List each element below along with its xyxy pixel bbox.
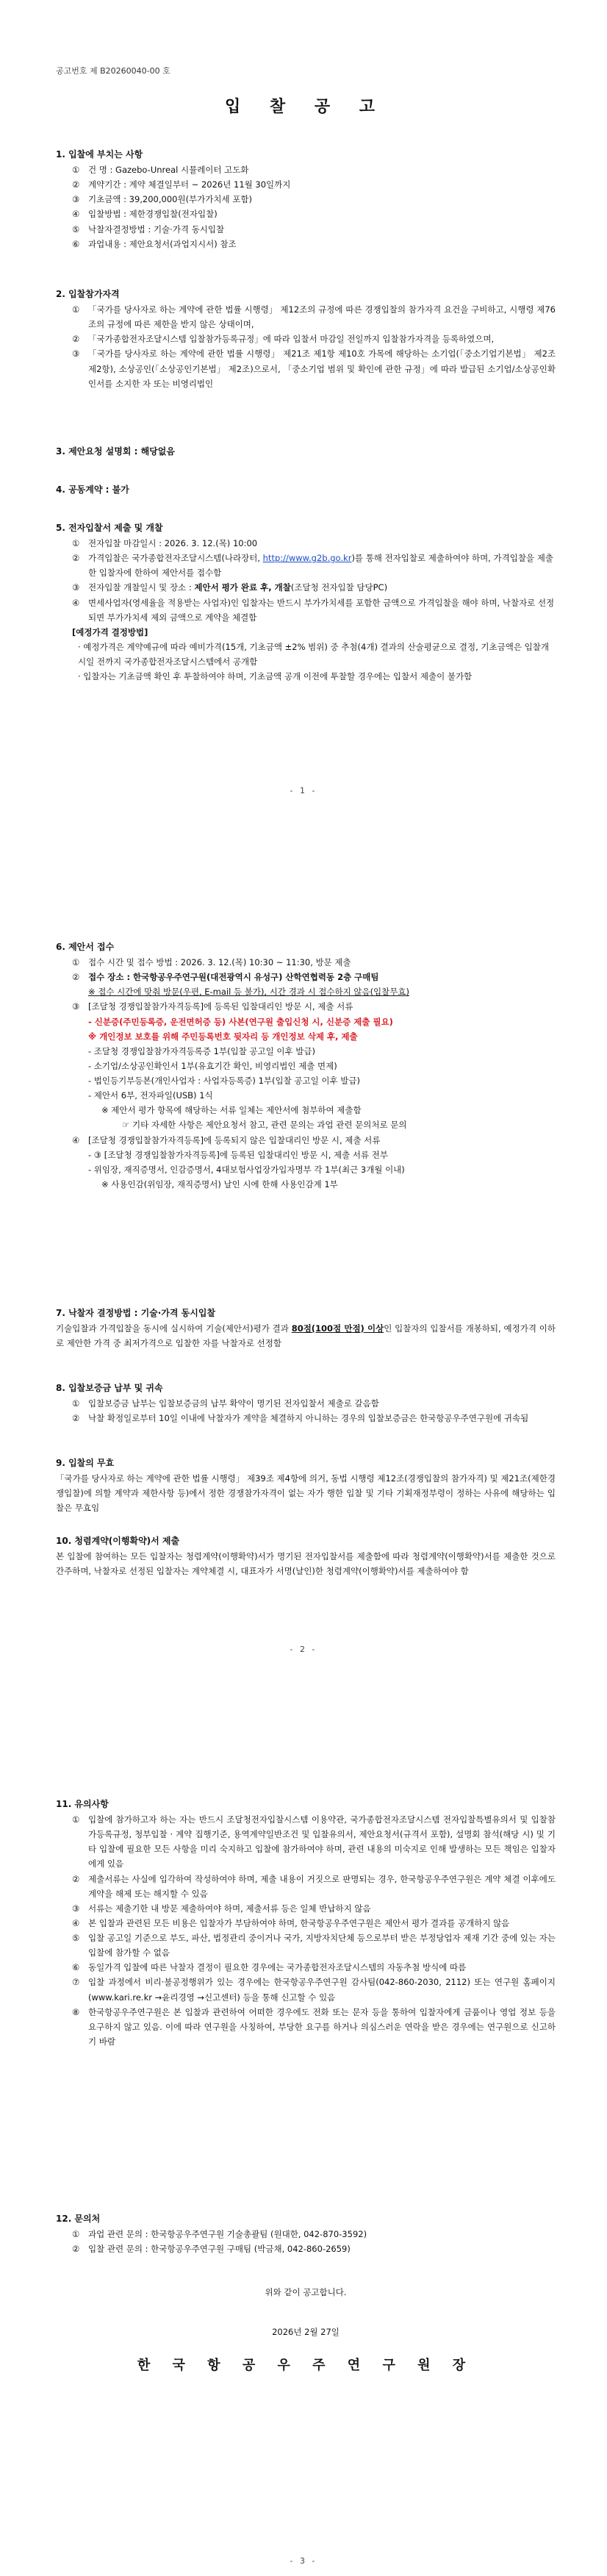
item-number: ④ (72, 1917, 80, 1928)
item-text: 서류는 제출기한 내 방문 제출하여야 하며, 제출서류 등은 일체 반납하지 않음 (88, 1903, 371, 1914)
s1-item-3 (56, 192, 556, 207)
notice-number: 공고번호 제 B20260040-00 호 (56, 66, 170, 76)
section-2-items (56, 302, 556, 391)
section-5 (56, 520, 556, 684)
s6-item-4: ④ [조달청 경쟁입찰참가자격등록]에 등록되지 않은 입찰대리인 방문 시, 제출 서류 (72, 1134, 381, 1145)
section-2-heading: 2. 입찰참가자격 (56, 289, 120, 299)
item-text: 「국가종합전자조달시스템 입찰참가등록규정」에 따라 입찰서 마감일 전일까지 입찰참가자격을 등록하였으며, (88, 334, 495, 345)
item-number: ① (72, 304, 80, 315)
privacy-note: ※ 개인정보 보호를 위해 주민등록번호 뒷자리 등 개인정보 삭제 후, 제출 (88, 1031, 358, 1042)
g2b-link[interactable]: http://www.g2b.go.kr (262, 553, 352, 564)
item-number: ① (72, 165, 80, 175)
section-1-items (56, 162, 556, 251)
section-3 (56, 444, 556, 459)
section-7-heading: 7. 낙찰자 결정방법 : 기술·가격 동시입찰 (56, 1308, 216, 1318)
item-number: ③ (72, 348, 80, 359)
item-text: 입찰 과정에서 비리·불공정행위가 있는 경우에는 한국항공우주연구원 감사팀(042-860-2030, 2112) 또는 연구원 홈페이지(www.kari.re.kr →윤리경영 →신고센터) 등을 통해 신고할 수 있음 (88, 1977, 556, 2003)
page-2 (0, 859, 607, 1717)
s5-item-1: ① 전자입찰 마감일시 : 2026. 3. 12.(목) 10:00 (72, 538, 258, 548)
s12-item-1 (56, 2227, 556, 2242)
doc-4: - 제안서 6부, 전자파일(USB) 1식 (88, 1090, 213, 1101)
item-number: ③ (72, 1903, 80, 1914)
s11-item-4 (56, 1916, 556, 1931)
s6-item-2: ② 접수 장소 : 한국항공우주연구원(대전광역시 유성구) 산학연협력동 2층 구매팀 (72, 972, 379, 983)
section-9-heading: 9. 입찰의 무효 (56, 1458, 115, 1468)
item-number: ② (72, 2244, 80, 2255)
item-text: 한국항공우주연구원은 본 입찰과 관련하여 어떠한 경우에도 전화 또는 문자 등을 통하여 입찰자에게 금품이나 영업 정보 등을 요구하지 않고 있음. 이에 따라 연구원을 사칭하여, 부당한 요구를 하거나 의심스러운 연락을 받은 경우에는 연구원으로 신고하기 바람 (88, 2006, 556, 2047)
s11-item-1 (56, 1812, 556, 1872)
page-number-3: - 3 - (290, 2556, 317, 2566)
section-9 (56, 1456, 556, 1515)
s6-item-3: ③ [조달청 경쟁입찰참가자격등록]에 등록된 입찰대리인 방문 시, 제출 서류 (72, 1001, 353, 1012)
s1-item-1 (56, 162, 556, 177)
item-number: ⑥ (72, 1962, 80, 1973)
section-10 (56, 1534, 556, 1578)
price-method-1: · 예정가격은 계약예규에 따라 예비가격(15개, 기초금액 ±2% 범위) 중 추첨(4개) 결과의 산술평균으로 결정, 기초금액은 입찰개시일 전까지 국가종합전자조달시스템에서 공개함 (78, 641, 549, 667)
item-text: 입찰 공고일 기준으로 부도, 파산, 법정관리 중이거나 국가, 지방자치단체 등으로부터 받은 부정당업자 제재 기간 중에 있는 자는 입찰에 참가할 수 없음 (88, 1933, 556, 1958)
page-title: 입 찰 공 고 (225, 97, 387, 116)
item-number: ② (72, 334, 80, 345)
section-1 (56, 147, 556, 251)
item-number: ① (72, 2229, 80, 2239)
item-text: 계약기간 : 계약 체결일부터 ~ 2026년 11월 30일까지 (88, 179, 291, 190)
section-7-body: 기술입찰과 가격입찰을 동시에 실시하여 기술(제안서)평가 결과 80점(100점 만점) 이상인 입찰자의 입찰서를 개봉하되, 예정가격 이하로 제안한 가격 중 최저가격으로 입찰한 자를 낙찰자로 선정함 (56, 1323, 556, 1349)
item-text: 「국가를 당사자로 하는 계약에 관한 법률 시행령」 제21조 제1항 제10호 가목에 해당하는 소기업(「중소기업기본법」 제2조 제2항), 소상공인(「소상공인기본법」 제2조)으로서, 「중소기업 범위 및 확인에 관한 규정」에 따라 발급된 소기업/소상공인확인서를 소지한 자 또는 비영리법인 (88, 348, 556, 389)
section-8 (56, 1381, 556, 1425)
s5-item-4: ④ 면세사업자(영세율을 적용받는 사업자)인 입찰자는 반드시 부가가치세를 포함한 금액으로 가격입찰을 해야 하며, 낙찰자로 선정되면 부가가치세 제외 금액으로 계약을 체결함 (72, 597, 555, 623)
item-text: 과업 관련 문의 : 한국항공우주연구원 기술총괄팀 (원대한, 042-870-3592) (88, 2229, 367, 2239)
section-8-heading: 8. 입찰보증금 납부 및 귀속 (56, 1383, 163, 1393)
s8-item-2 (56, 1411, 556, 1425)
item4-note: ※ 사용인감(위임장, 재직증명서) 날인 시에 한해 사용인감계 1부 (101, 1178, 338, 1189)
section-11-items (56, 1812, 556, 2049)
section-12 (56, 2211, 556, 2256)
item-text: 입찰보증금 납부는 입찰보증금의 납부 확약이 명기된 전자입찰서 제출로 갈음함 (88, 1398, 379, 1409)
s1-item-2 (56, 177, 556, 192)
item-number: ⑤ (72, 1933, 80, 1943)
page-3 (0, 1717, 607, 2576)
section-6-heading: 6. 제안서 접수 (56, 942, 115, 952)
s5-item-3: ③ 전자입찰 개찰일시 및 장소 : 제안서 평가 완료 후, 개찰(조달청 전자입찰 담당PC) (72, 582, 388, 593)
item-text: 동일가격 입찰에 따른 낙찰자 결정이 필요한 경우에는 국가종합전자조달시스템의 자동추첨 방식에 따름 (88, 1962, 467, 1973)
section-11 (56, 1797, 556, 2049)
item4-doc-2: - 위임장, 재직증명서, 인감증명서, 4대보험사업장가입자명부 각 1부(최근 3개월 이내) (88, 1164, 405, 1175)
item-text: 과업내용 : 제안요청서(과업지시서) 참조 (88, 238, 237, 249)
item-number: ④ (72, 209, 80, 220)
doc-2: - 소기업/소상공인확인서 1부(유효기간 확인, 비영리법인 제출 면제) (88, 1060, 337, 1071)
s11-item-5 (56, 1931, 556, 1960)
s11-item-7 (56, 1975, 556, 2004)
s12-item-2 (56, 2242, 556, 2256)
closing-line: 위와 같이 공고합니다. (265, 2287, 347, 2297)
item-text: 입찰 관련 문의 : 한국항공우주연구원 구매팀 (박금채, 042-860-2659) (88, 2244, 351, 2255)
issuing-organization: 한 국 항 공 우 주 연 구 원 장 (137, 2358, 475, 2374)
s2-item-3 (56, 346, 556, 390)
item-number: ⑦ (72, 1977, 80, 1988)
section-4 (56, 482, 556, 498)
s2-item-2 (56, 332, 556, 346)
s11-item-2 (56, 1872, 556, 1901)
item-number: ② (72, 179, 80, 190)
s5-item-2: ② 가격입찰은 국가종합전자조달시스템(나라장터, http://www.g2b.go.kr)를 통해 전자입찰로 제출하여야 하며, 가격입찰을 제출한 입찰자에 한하여 제안서를 접수함 (72, 553, 553, 579)
section-3-heading: 3. 제안요청 설명회 : 해당없음 (56, 446, 175, 457)
item-text: 건 명 : Gazebo-Unreal 시뮬레이터 고도화 (88, 165, 249, 175)
closing-block (56, 2285, 556, 2378)
s1-item-5 (56, 222, 556, 237)
s6-item-1: ① 접수 시간 및 접수 방법 : 2026. 3. 12.(목) 10:30 ~ 11:30, 방문 제출 (72, 957, 351, 967)
s11-item-6 (56, 1960, 556, 1975)
section-6 (56, 940, 556, 1192)
doc-1: - 조달청 경쟁입찰참가자격등록증 1부(입찰 공고일 이후 발급) (88, 1045, 315, 1056)
section-12-items (56, 2227, 556, 2256)
notice-date: 2026년 2월 27일 (272, 2327, 340, 2338)
s8-item-1 (56, 1396, 556, 1411)
id-copy-requirement: - 신분증(주민등록증, 운전면허증 등) 사본(연구원 출입신청 시, 신분증 제출 필요) (88, 1016, 393, 1027)
doc-3: - 법인등기부등본(개인사업자 : 사업자등록증) 1부(입찰 공고일 이후 발급) (88, 1076, 360, 1086)
item-text: 낙찰자결정방법 : 기술·가격 동시입찰 (88, 223, 225, 235)
doc-4-note-2: ☞ 기타 자세한 사항은 제안요청서 참고, 관련 문의는 과업 관련 문의처로 문의 (122, 1120, 407, 1131)
item-text: 본 입찰과 관련된 모든 비용은 입찰자가 부담하여야 하며, 한국항공우주연구원은 제안서 평가 결과를 공개하지 않음 (88, 1917, 510, 1928)
section-7 (56, 1306, 556, 1350)
page-number-1: - 1 - (290, 786, 317, 795)
price-method-title: [예정가격 결정방법] (72, 626, 148, 637)
s6-item-2-note: ※ 접수 시간에 맞춰 방문(우편, E-mail 등 불가), 시간 경과 시 접수하지 않음(입찰무효) (88, 987, 409, 998)
s11-item-3 (56, 1901, 556, 1916)
item4-doc-1: - ③ [조달청 경쟁입찰참가자격등록]에 등록된 입찰대리인 방문 시, 제출 서류 전부 (88, 1149, 389, 1160)
section-9-body: 「국가를 당사자로 하는 계약에 관한 법률 시행령」 제39조 제4항에 의거, 동법 시행령 제12조(경쟁입찰의 참가자격) 및 제21조(제한경쟁입찰)에 의할 계약과 제한사항 등)에서 정한 경쟁참가자격이 없는 자가 행한 입찰 및 기타 기획재정부령이 정하는 사유에 해당하는 입찰은 무효임 (56, 1473, 556, 1514)
item-number: ⑤ (72, 223, 80, 235)
item-number: ⑥ (72, 238, 80, 249)
section-5-heading: 5. 전자입찰서 제출 및 개찰 (56, 523, 163, 533)
section-10-heading: 10. 청렴계약(이행확약)서 제출 (56, 1536, 180, 1546)
page-number-2: - 2 - (290, 1645, 317, 1654)
doc-4-note-1: ※ 제안서 평가 항목에 해당하는 서류 일체는 제안서에 첨부하여 제출함 (101, 1105, 362, 1116)
section-12-heading: 12. 문의처 (56, 2214, 101, 2224)
section-1-heading: 1. 입찰에 부치는 사항 (56, 149, 143, 160)
price-method-2: · 입찰자는 기초금액 확인 후 투찰하여야 하며, 기초금액 공개 이전에 투찰할 경우에는 입찰서 제출이 불가함 (78, 671, 473, 682)
section-4-heading: 4. 공동계약 : 불가 (56, 484, 129, 495)
s11-item-8 (56, 2005, 556, 2049)
s1-item-4 (56, 207, 556, 221)
item-number: ③ (72, 194, 80, 205)
item-number: ① (72, 1814, 80, 1825)
section-2 (56, 287, 556, 391)
item-number: ⑧ (72, 2006, 80, 2017)
section-8-items (56, 1396, 556, 1425)
page-1 (0, 0, 607, 859)
item-text: 「국가를 당사자로 하는 계약에 관한 법률 시행령」 제12조의 규정에 따른 경쟁입찰의 참가자격 요건을 구비하고, 시행령 제76조의 규정에 따른 제한을 받지 않은 상태이며, (88, 304, 556, 330)
item-text: 입찰방법 : 제한경쟁입찰(전자입찰) (88, 209, 218, 220)
item-text: 제출서류는 사실에 입각하여 작성하여야 하며, 제출 내용이 거짓으로 판명되는 경우, 한국항공우주연구원은 계약 체결 이후에도 계약을 해제 또는 해지할 수 있음 (88, 1873, 556, 1899)
item-text: 낙찰 확정일로부터 10일 이내에 낙찰자가 계약을 체결하지 아니하는 경우의 입찰보증금은 한국항공우주연구원에 귀속됨 (88, 1413, 529, 1424)
item-text: 기초금액 : 39,200,000원(부가가치세 포함) (88, 194, 252, 205)
item-number: ② (72, 1873, 80, 1884)
item-text: 입찰에 참가하고자 하는 자는 반드시 조달청전자입찰시스템 이용약관, 국가종합전자조달시스템 전자입찰특별유의서 및 입찰참가등록규정, 청부입찰 · 계약 집행기준, 용역계약일반조건 및 입찰유의서, 제안요청서(규격서 포함), 설명회 참석(해당 시) 및 기타 입찰에 필요한 모든 사항을 미리 숙지하고 입찰에 참가하여야 하며, 관련 내용의 미숙지로 인해 발생하는 모든 책임은 입찰자에게 있음 (88, 1814, 556, 1870)
s2-item-1 (56, 302, 556, 332)
item-number: ① (72, 1398, 80, 1409)
s1-item-6 (56, 237, 556, 251)
section-11-heading: 11. 유의사항 (56, 1799, 109, 1809)
item-number: ② (72, 1413, 80, 1424)
section-10-body: 본 입찰에 참여하는 모든 입찰자는 청렴계약(이행확약)서가 명기된 전자입찰서를 제출함에 따라 청렴계약(이행확약)서를 제출한 것으로 간주하며, 낙찰자로 선정된 입찰자는 계약체결 시, 대표자가 서명(날인)한 청렴계약(이행확약)서를 제출하여야 함 (56, 1551, 556, 1577)
